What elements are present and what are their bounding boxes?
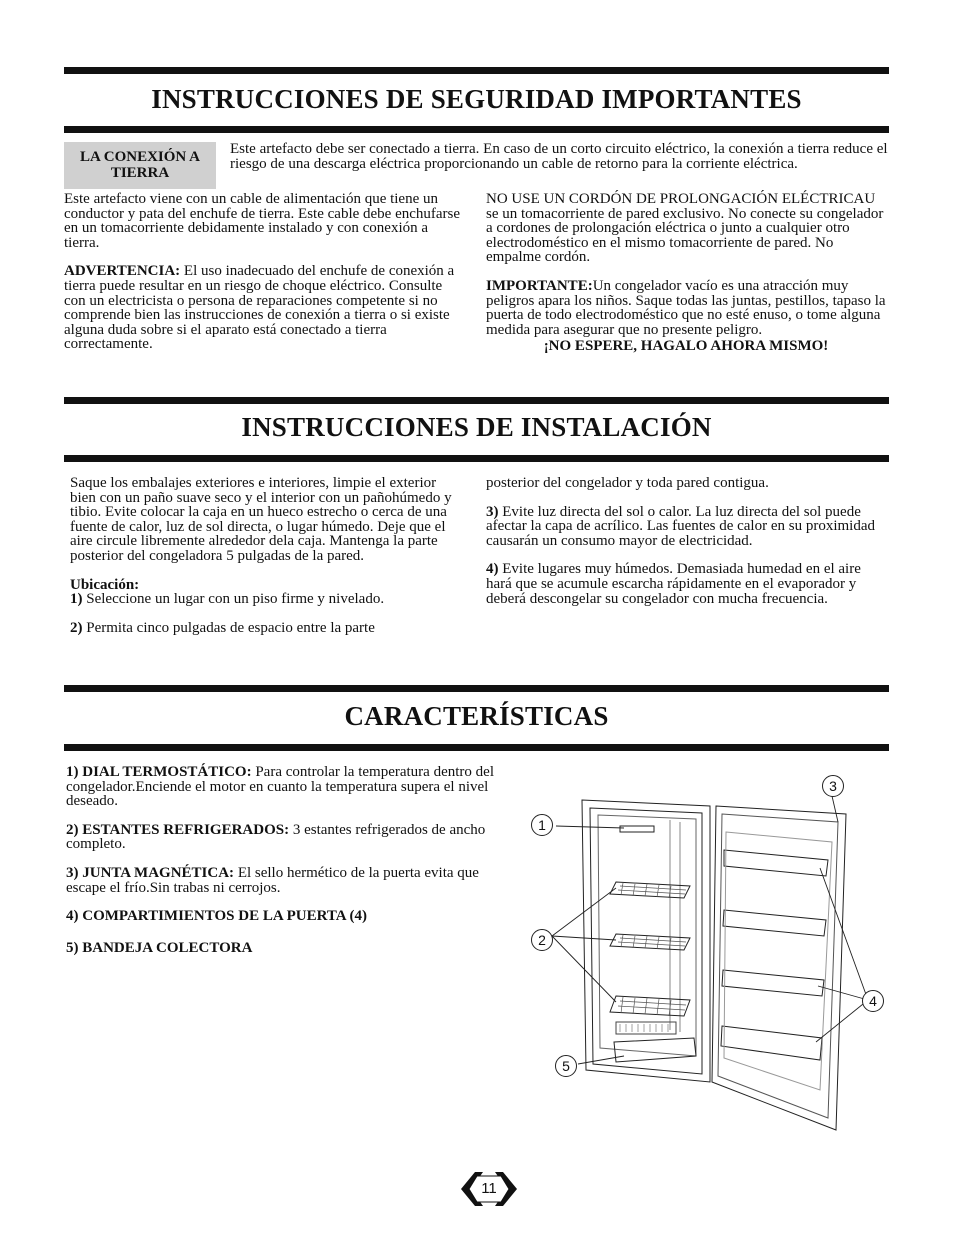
callout-1: 1 bbox=[531, 814, 553, 836]
important-label: IMPORTANTE: bbox=[486, 277, 593, 294]
installation-right-column bbox=[486, 476, 886, 620]
features-rule bbox=[64, 744, 889, 751]
features-list bbox=[66, 765, 516, 969]
warning-label: ADVERTENCIA: bbox=[64, 263, 181, 280]
warning-text: El uso inadecuado del enchufe de conexión a tierra puede resultar en un riesgo de choque eléctrico. Consulte con un electricista o persona de reparaciones competente si no comprende bien las instrucciones de conexión a tierra o si existe alguna duda sobre si el aparato está conectado a tierra correctamente. bbox=[64, 263, 455, 353]
feature-1: 1) DIAL TERMOSTÁTICO: Para controlar la temperatura dentro del congelador.Enciende el motor en cuanto la temperatura supera el nivel deseado. bbox=[66, 764, 494, 810]
installation-left-column bbox=[70, 476, 460, 649]
grounding-intro: Este artefacto debe ser conectado a tierra. En caso de un corto circuito eléctrico, la conexión a tierra reduce el riesgo de una descarga eléctrica proporcionando un cable de retorno para la corriente eléctrica. bbox=[230, 141, 888, 172]
installation-rule bbox=[64, 455, 889, 462]
important-paragraph bbox=[486, 279, 886, 337]
step-1: 1) Seleccione un lugar con un piso firme y nivelado. bbox=[70, 591, 385, 608]
top-rule bbox=[64, 67, 889, 74]
page-number: 11 bbox=[481, 1180, 497, 1197]
extension-cord-paragraph: NO USE UN CORDÓN DE PROLONGACIÓN ELÉCTRICAU se un tomacorriente de pared exclusivo. No conecte su congelador a cordones de prolongación eléctrica o junto a cualquier otro electrodoméstico en el mismo tomacorriente de pared. No empalme cordón. bbox=[486, 191, 884, 266]
do-it-now: ¡NO ESPERE, HAGALO AHORA MISMO! bbox=[543, 338, 829, 355]
callout-4: 4 bbox=[862, 990, 884, 1012]
location-label: Ubicación: bbox=[70, 576, 140, 593]
features-top-rule bbox=[64, 685, 889, 692]
step-2-continued: posterior del congelador y toda pared contigua. bbox=[486, 475, 769, 491]
feature-2: 2) ESTANTES REFRIGERADOS: 3 estantes refrigerados de ancho completo. bbox=[66, 821, 486, 853]
features-title: CARACTERÍSTICAS bbox=[344, 701, 609, 731]
step-3: 3) Evite luz directa del sol o calor. La luz directa del sol puede afectar la capa de acrílico. Las fuentes de calor en su proximidad causarán un consumo mayor de electricidad. bbox=[486, 503, 875, 549]
feature-5: 5) BANDEJA COLECTORA bbox=[66, 939, 253, 956]
step-2: 2) Permita cinco pulgadas de espacio entre la parte bbox=[70, 619, 375, 636]
installation-intro: Saque los embalajes exteriores e interiores, limpie el exterior bien con un paño suave seco y el interior con un pañohúmedo y tibio. Evite colocar la caja en un hueco estrecho o cerca de una fuente de calor, luz de sol directa, o lugar húmedo. Deje que el aire circule librementе alrededor dela caja. Mantenga la parte posterior del congeladora 5 pulgadas de la pared. bbox=[70, 475, 452, 564]
installation-title: INSTRUCCIONES DE INSTALACIÓN bbox=[241, 412, 712, 442]
page-number-badge bbox=[459, 1168, 519, 1210]
callout-3: 3 bbox=[822, 775, 844, 797]
step-4: 4) Evite lugares muy húmedos. Demasiada humedad en el aire hará que se acumule escarcha rápidamente en el evaporador y deberá descongelar su congelador con mucha frecuencia. bbox=[486, 561, 861, 607]
feature-3: 3) JUNTA MAGNÉTICA: El sello hermético de la puerta evita que escape el frío.Sin trabas ni cerrojos. bbox=[66, 864, 479, 896]
feature-4: 4) COMPARTIMIENTOS DE LA PUERTA (4) bbox=[66, 908, 368, 925]
callout-5: 5 bbox=[555, 1055, 577, 1077]
grounding-paragraph: Este artefacto viene con un cable de alimentación que tiene un conductor y pata del enchufe de tierra. Este cable debe enchufarse en un tomacorriente debidamente instalado y con conexión a tierra. bbox=[64, 191, 461, 251]
safety-title: INSTRUCCIONES DE SEGURIDAD IMPORTANTES bbox=[151, 84, 802, 114]
safety-left-column bbox=[64, 192, 464, 366]
freezer-illustration bbox=[520, 770, 900, 1140]
callout-2: 2 bbox=[531, 929, 553, 951]
grounding-label: LA CONEXIÓN A TIERRA bbox=[64, 142, 216, 189]
safety-rule bbox=[64, 126, 889, 133]
installation-top-rule bbox=[64, 397, 889, 404]
important-text: Un congelador vacío es una atracción muy peligros apara los niños. Saque todas las juntas, pestillos, tapaso la puerta de todo electrodoméstico que no esté enuso, o tome alguna medida para asegurar que no presente peligro. bbox=[486, 277, 886, 338]
warning-paragraph bbox=[64, 264, 464, 352]
safety-right-column bbox=[486, 192, 886, 354]
